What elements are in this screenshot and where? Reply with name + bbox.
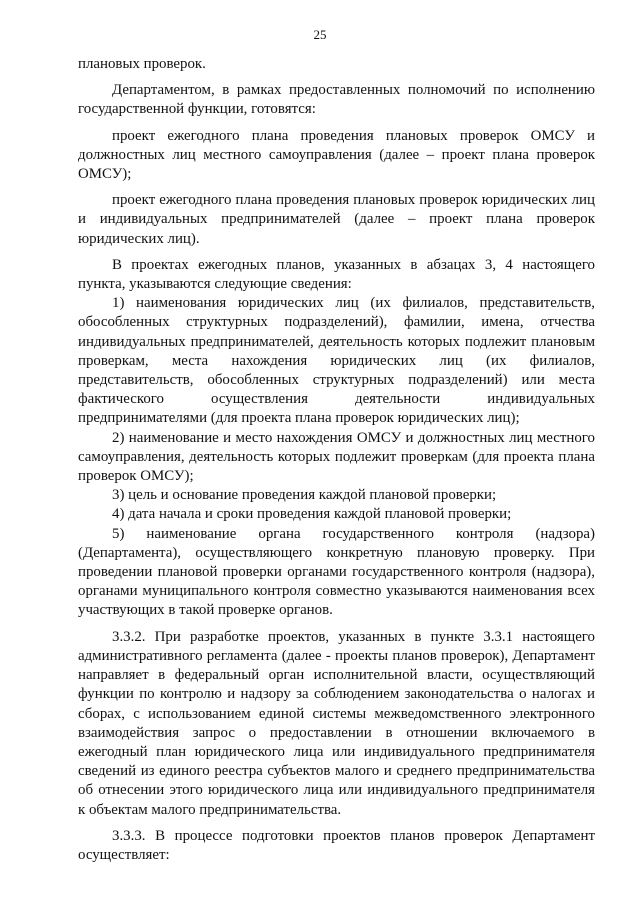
page-number: 25 — [313, 27, 327, 42]
list-item-2: 2) наименование и место нахождения ОМСУ и должностных лиц местного самоуправления, деятельность которых подлежит проверкам (для проекта плана проверок ОМСУ); — [78, 429, 595, 485]
document-body — [78, 55, 595, 865]
paragraph-plan-legal-entities: проект ежегодного плана проведения плановых проверок юридических лиц и индивидуальных предпринимателей (далее – проект плана проверок юридических лиц). — [78, 192, 595, 247]
list-item-1: 1) наименования юридических лиц (их филиалов, представительств, обособленных структурных подразделений), фамилии, имена, отчества индивидуальных предпринимателей, деятельность которых подлежит плановым проверкам, места нахождения юридических лиц (их филиалов, представительств, обособленных структурных подразделений) или места фактического осуществления деятельности индивидуальных предпринимателями (для проекта плана проверок юридических лиц); — [78, 295, 595, 427]
list-item-3: 3) цель и основание проведения каждой плановой проверки; — [112, 487, 497, 504]
list-item-4: 4) дата начала и сроки проведения каждой плановой проверки; — [112, 506, 512, 523]
paragraph-3-3-3: 3.3.3. В процессе подготовки проектов планов проверок Департамент осуществляет: — [78, 827, 595, 863]
list-item-5: 5) наименование органа государственного контроля (надзора) (Департамента), осуществляющего конкретную плановую проверку. При проведении плановой проверки органами государственного контроля (надзора), органами муниципального контроля совместно указываются наименования всех участвующих в такой проверке органов. — [78, 525, 595, 619]
paragraph-continuation: плановых проверок. — [78, 56, 206, 72]
paragraph-department-prepares: Департаментом, в рамках предоставленных полномочий по исполнению государственной функции, готовятся: — [78, 82, 595, 118]
paragraph-plan-contents-intro: В проектах ежегодных планов, указанных в абзацах 3, 4 настоящего пункта, указываются следующие сведения: — [78, 256, 595, 293]
paragraph-plan-omsu: проект ежегодного плана проведения плановых проверок ОМСУ и должностных лиц местного самоуправления (далее – проект плана проверок ОМСУ); — [78, 127, 595, 183]
paragraph-3-3-2: 3.3.2. При разработке проектов, указанных в пункте 3.3.1 настоящего административного регламента (далее - проекты планов проверок), Департамент направляет в федеральный орган исполнительной власти, осуществляющий функции по контролю и надзору за соблюдением законодательства о налогах и сборах, с использованием единой системы межведомственного электронного взаимодействия запрос о предоставлении в отношении включаемого в ежегодный план юридического лица или индивидуального предпринимателя сведений из единого реестра субъектов малого и среднего предпринимательства об отнесении этого юридического лица или индивидуального предпринимателя к объектам малого предпринимательства. — [78, 628, 595, 818]
